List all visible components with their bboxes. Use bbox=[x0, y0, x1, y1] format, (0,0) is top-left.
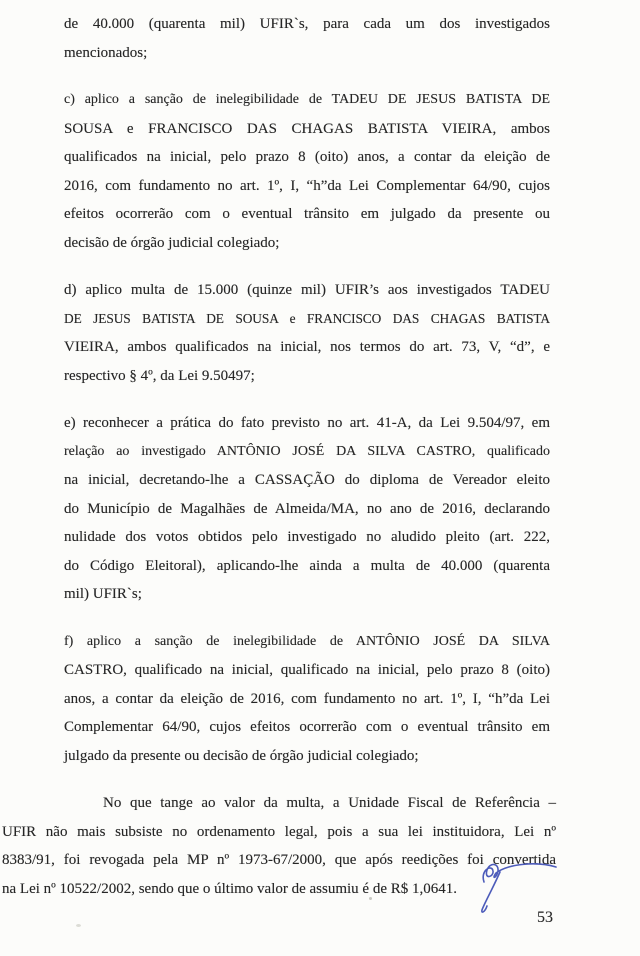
paragraph-intro-continuation bbox=[64, 10, 550, 67]
text-line: 2016, com fundamento no art. 1º, I, “h”da Lei Complementar 64/90, cujos bbox=[64, 177, 550, 194]
page-number: 53 bbox=[537, 909, 553, 926]
text-line: relação ao investigado ANTÔNIO JOSÉ DA SILVA CASTRO, qualificado bbox=[64, 443, 550, 459]
text-line: DE JESUS BATISTA DE SOUSA e FRANCISCO DAS CHAGAS BATISTA bbox=[64, 310, 550, 326]
text-line: mencionados; bbox=[64, 44, 148, 61]
text-line: anos, a contar da eleição de 2016, com fundamento no art. 1º, I, “h”da Lei bbox=[64, 690, 550, 707]
text-line: UFIR não mais subsiste no ordenamento legal, pois a sua lei instituidora, Lei nº bbox=[2, 823, 556, 840]
text-line: 8383/91, foi revogada pela MP nº 1973-67/2000, que após reedições foi convertida bbox=[2, 852, 556, 868]
text-line: CASTRO, qualificado na inicial, qualificado na inicial, pelo prazo 8 (oito) bbox=[64, 662, 550, 678]
text-line: f) aplico a sanção de inelegibilidade de ANTÔNIO JOSÉ DA SILVA bbox=[64, 633, 550, 649]
text-line: qualificados na inicial, pelo prazo 8 (oito) anos, a contar da eleição de bbox=[64, 149, 550, 165]
text-line: na Lei nº 10522/2002, sendo que o último valor de assumiu é de R$ 1,0641. bbox=[2, 880, 458, 897]
text-line: e) reconhecer a prática do fato previsto no art. 41-A, da Lei 9.504/97, em bbox=[64, 415, 550, 431]
text-line: Complementar 64/90, cujos efeitos ocorrerão com o eventual trânsito em bbox=[64, 719, 550, 735]
text-line: nulidade dos votos obtidos pelo investigado no aludido pleito (art. 222, bbox=[64, 529, 550, 545]
text-line: decisão de órgão judicial colegiado; bbox=[64, 234, 280, 251]
text-line: SOUSA e FRANCISCO DAS CHAGAS BATISTA VIEIRA, ambos bbox=[64, 120, 550, 137]
text-line: na inicial, decretando-lhe a CASSAÇÃO do diploma de Vereador eleito bbox=[64, 472, 550, 488]
text-line: de 40.000 (quarenta mil) UFIR`s, para cada um dos investigados bbox=[64, 16, 550, 32]
text-line: VIEIRA, ambos qualificados na inicial, nos termos do art. 73, V, “d”, e bbox=[64, 339, 550, 355]
text-line: julgado da presente ou decisão de órgão judicial colegiado; bbox=[64, 747, 419, 764]
text-line: do Código Eleitoral), aplicando-lhe ainda a multa de 40.000 (quarenta bbox=[64, 557, 550, 574]
text-line: efeitos ocorrerão com o eventual trânsito em julgado da presente ou bbox=[64, 206, 550, 222]
text-line: respectivo § 4º, da Lei 9.50497; bbox=[64, 367, 255, 384]
scan-speck bbox=[369, 897, 372, 900]
paragraph-item-f bbox=[64, 628, 550, 771]
paragraph-item-d bbox=[64, 276, 550, 390]
text-line: d) aplico multa de 15.000 (quinze mil) UFIR’s aos investigados TADEU bbox=[64, 282, 550, 298]
scan-speck bbox=[76, 924, 81, 927]
text-line: do Município de Magalhães de Almeida/MA, no ano de 2016, declarando bbox=[64, 500, 550, 517]
text-line: mil) UFIR`s; bbox=[64, 586, 142, 602]
paragraph-item-c bbox=[64, 86, 550, 257]
text-line: c) aplico a sanção de inelegibilidade de TADEU DE JESUS BATISTA DE bbox=[64, 92, 550, 107]
text-line: No que tange ao valor da multa, a Unidade Fiscal de Referência – bbox=[103, 795, 556, 811]
paragraph-item-e bbox=[64, 409, 550, 609]
